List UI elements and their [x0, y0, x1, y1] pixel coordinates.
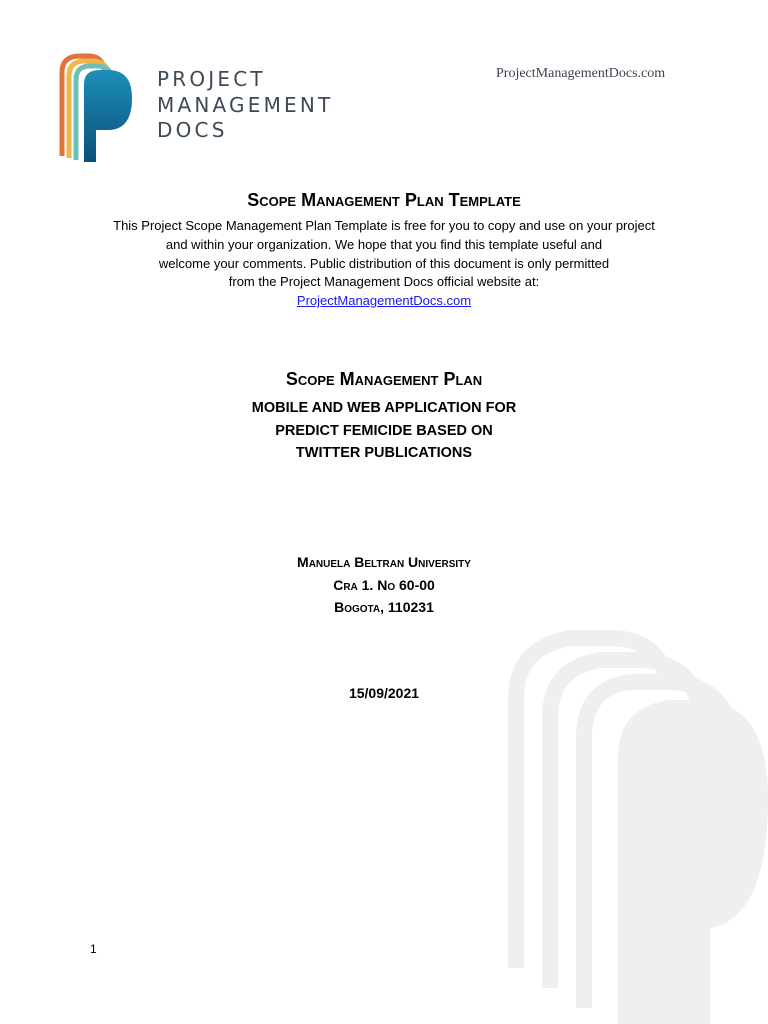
- intro-paragraph: [84, 217, 684, 311]
- project-name-line: MOBILE AND WEB APPLICATION FOR: [251, 400, 517, 416]
- project-management-docs-logo: [58, 50, 338, 162]
- organization-name: Manuela Beltran University: [297, 554, 471, 570]
- intro-line: and within your organization. We hope that you find this template useful and: [165, 236, 603, 252]
- intro-line: welcome your comments. Public distribution of this document is only permitted: [158, 255, 610, 271]
- intro-line: from the Project Management Docs official website at:: [228, 274, 540, 290]
- logo-line: DOCS: [157, 118, 228, 142]
- template-title: Scope Management Plan Template: [247, 190, 521, 210]
- logo-wordmark: [157, 67, 333, 144]
- plan-title: Scope Management Plan: [285, 369, 483, 389]
- document-date: 15/09/2021: [348, 685, 420, 701]
- logo-line: MANAGEMENT: [157, 92, 334, 117]
- header-site-link[interactable]: ProjectManagementDocs.com: [496, 66, 666, 81]
- organization-block: [0, 551, 768, 619]
- page-number: 1: [90, 942, 97, 956]
- project-name-line: PREDICT FEMICIDE BASED ON: [275, 422, 493, 439]
- intro-line: This Project Scope Management Plan Template is free for you to copy and use on your project: [113, 218, 655, 233]
- logo-mark-icon: [58, 50, 138, 162]
- organization-address: Cra 1. No 60-00: [333, 576, 435, 593]
- project-name: [0, 397, 768, 465]
- project-name-line: TWITTER PUBLICATIONS: [295, 445, 473, 461]
- logo-line: PROJECT: [157, 67, 266, 91]
- organization-city: Bogota, 110231: [334, 599, 434, 615]
- website-link[interactable]: ProjectManagementDocs.com: [296, 293, 472, 309]
